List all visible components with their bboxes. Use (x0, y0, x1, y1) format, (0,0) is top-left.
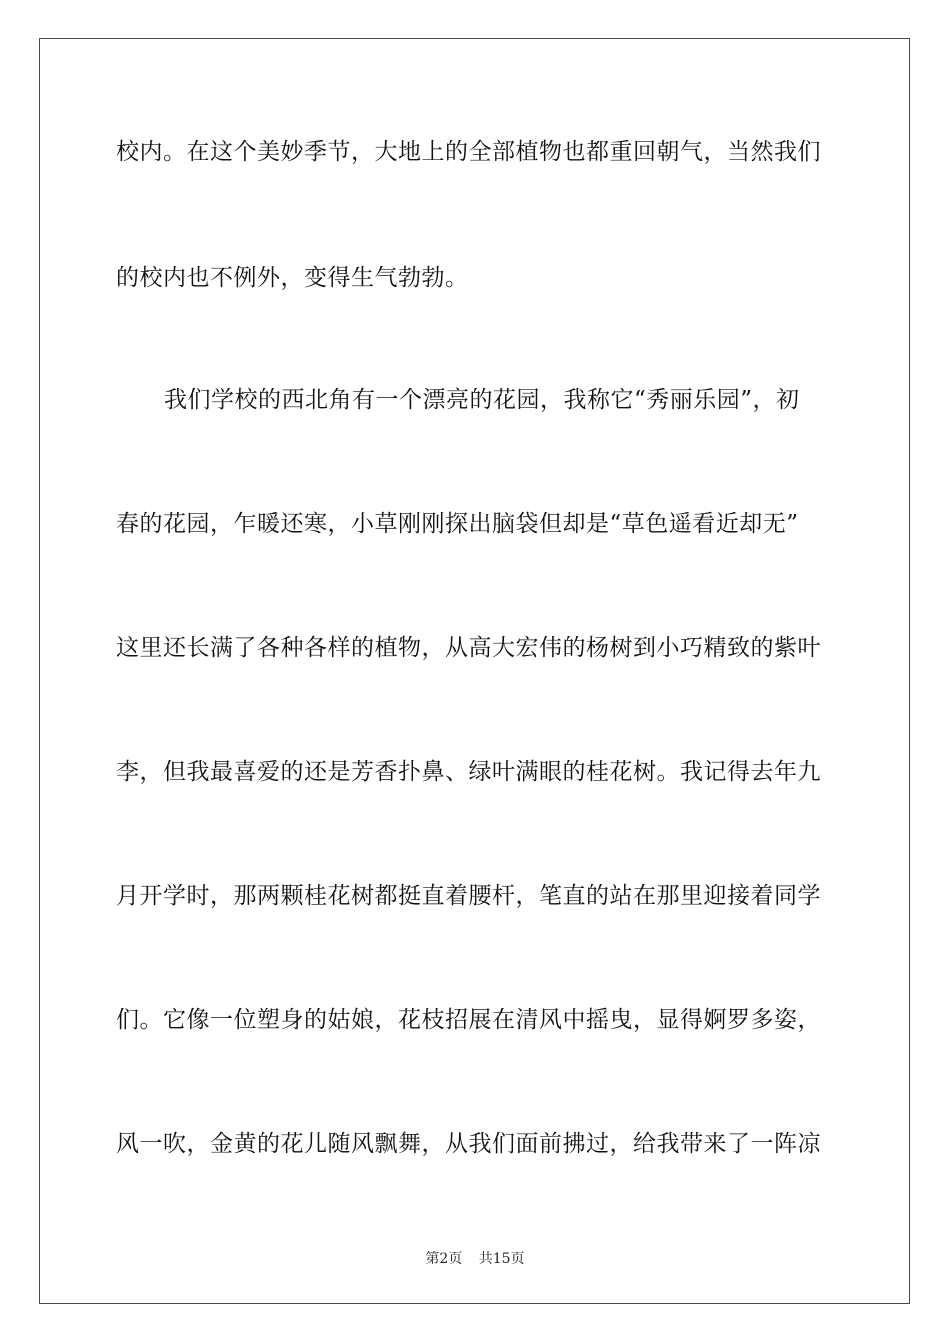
page-footer (0, 1248, 950, 1268)
page-total: 共15页 (478, 1251, 525, 1267)
text-line-4: 春的花园，乍暖还寒，小草刚刚探出脑袋但却是“草色遥看近却无” (116, 511, 799, 537)
text-line-7: 月开学时，那两颗桂花树都挺直着腰杆，笔直的站在那里迎接着同学 (116, 883, 821, 909)
text-line-5: 这里还长满了各种各样的植物，从高大宏伟的杨树到小巧精致的紫叶 (116, 635, 821, 661)
text-line-2: 的校内也不例外，变得生气勃勃。 (116, 265, 469, 291)
page-number: 第2页 (425, 1251, 463, 1267)
text-line-8: 们。它像一位塑身的姑娘，花枝招展在清风中摇曳，显得婀罗多姿， (116, 1007, 821, 1033)
text-line-3: 我们学校的西北角有一个漂亮的花园，我称它“秀丽乐园”，初 (164, 387, 800, 413)
page-border (39, 38, 910, 1304)
text-line-9: 风一吹，金黄的花儿随风飘舞，从我们面前拂过，给我带来了一阵凉 (116, 1131, 821, 1157)
text-line-6: 李，但我最喜爱的还是芳香扑鼻、绿叶满眼的桂花树。我记得去年九 (116, 759, 821, 785)
text-line-1: 校内。在这个美妙季节，大地上的全部植物也都重回朝气，当然我们 (116, 139, 821, 165)
